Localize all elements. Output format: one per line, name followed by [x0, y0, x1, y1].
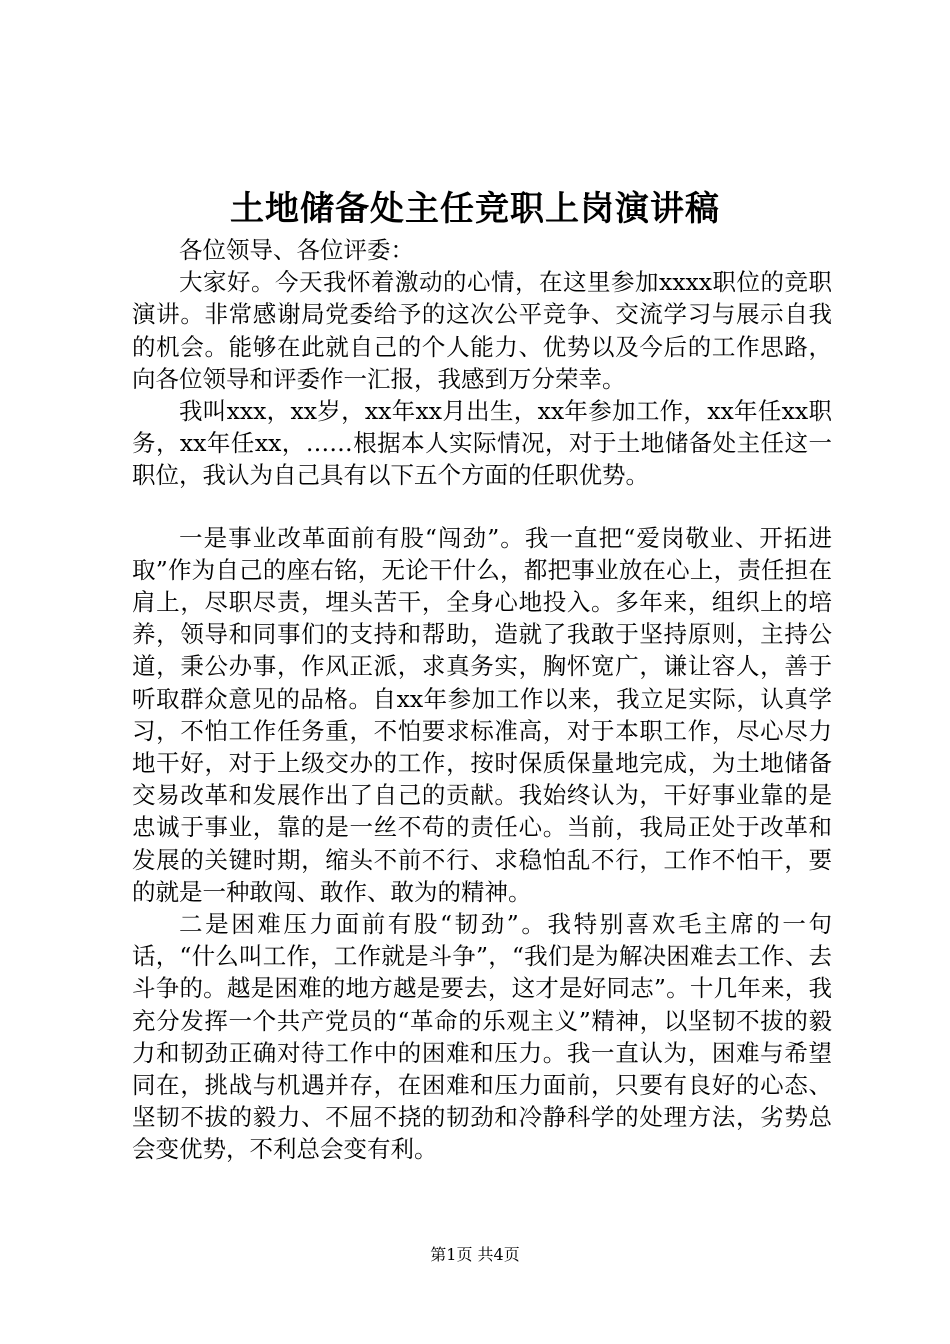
document-title: 土地储备处主任竞职上岗演讲稿 [230, 189, 720, 229]
document-body [132, 234, 832, 1166]
salutation: 各位领导、各位评委： [179, 236, 414, 264]
paragraph-advantage-one: 一是事业改革面前有股“闯劲”。我一直把“爱岗敬业、开拓进取”作为自己的座右铭，无论干什么，都把事业放在心上，责任担在肩上，尽职尽责，埋头苦干，全身心地投入。多年来，组织上的培养，领导和同事们的支持和帮助，造就了我敢于坚持原则，主持公道，秉公办事，作风正派，求真务实，胸怀宽广，谦让容人，善于听取群众意见的品格。自xx年参加工作以来，我立足实际，认真学习，不怕工作任务重，不怕要求标准高，对于本职工作，尽心尽力地干好，对于上级交办的工作，按时保质保量地完成，为土地储备交易改革和发展作出了自己的贡献。我始终认为，干好事业靠的是忠诚于事业，靠的是一丝不苟的责任心。当前，我局正处于改革和发展的关键时期，缩头不前不行、求稳怕乱不行，工作不怕干，要的就是一种敢闯、敢作、敢为的精神。 [132, 523, 832, 906]
paragraph-advantage-two: 二是困难压力面前有股“韧劲”。我特别喜欢毛主席的一句话，“什么叫工作，工作就是斗争”，“我们是为解决困难去工作、去斗争的。越是困难的地方越是要去，这才是好同志”。十几年来，我充分发挥一个共产党员的“革命的乐观主义”精神，以坚韧不拔的毅力和韧劲正确对待工作中的困难和压力。我一直认为，困难与希望同在，挑战与机遇并存，在困难和压力面前，只要有良好的心态、坚韧不拔的毅力、不屈不挠的韧劲和冷静科学的处理方法，劣势总会变优势，不利总会变有利。 [132, 910, 832, 1164]
paragraph-introduction: 我叫xxx，xx岁，xx年xx月出生，xx年参加工作，xx年任xx职务，xx年任xx，……根据本人实际情况，对于土地储备处主任这一职位，我认为自己具有以下五个方面的任职优势。 [132, 397, 832, 490]
page-number-footer: 第1页 共4页 [430, 1245, 520, 1264]
paragraph-greeting: 大家好。今天我怀着激动的心情，在这里参加xxxx职位的竞职演讲。非常感谢局党委给予的这次公平竞争、交流学习与展示自我的机会。能够在此就自己的个人能力、优势以及今后的工作思路，向各位领导和评委作一汇报，我感到万分荣幸。 [132, 268, 832, 393]
